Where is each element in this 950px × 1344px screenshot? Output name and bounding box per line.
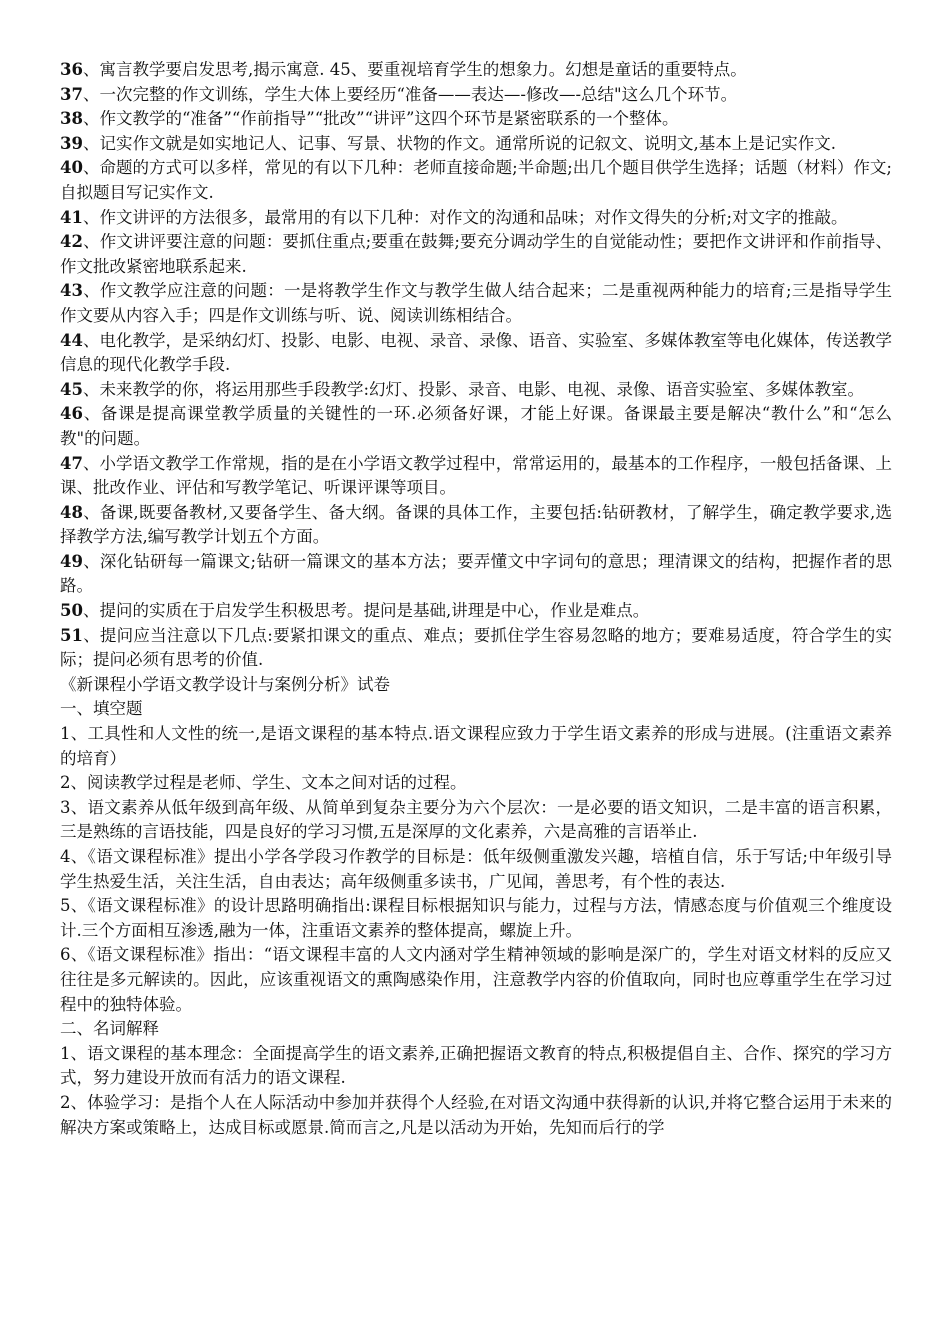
numbered-item — [60, 279, 892, 328]
item-text: 、一次完整的作文训练，学生大体上要经历“准备——表达—-修改—-总结"这么几个环节。 — [82, 84, 738, 104]
item-number: 47 — [60, 453, 83, 473]
item-number: 36 — [60, 60, 83, 79]
item-number: 38 — [60, 109, 83, 129]
item-number: 37 — [60, 84, 83, 104]
item-number: 46 — [60, 404, 83, 424]
numbered-item — [60, 501, 892, 550]
item-number: 44 — [60, 330, 83, 350]
exam-title: 《新课程小学语文教学设计与案例分析》试卷 — [60, 674, 390, 694]
item-number: 51 — [60, 625, 83, 645]
document-page — [60, 58, 892, 1140]
fill-blank-item: 2、阅读教学过程是老师、学生、文本之间对话的过程。 — [60, 773, 467, 793]
term-explanation-item: 1、语文课程的基本理念：全面提高学生的语文素养,正确把握语文教育的特点,积极提倡自主、合作、探究的学习方式，努力建设开放而有活力的语文课程. — [60, 1043, 892, 1088]
numbered-item — [60, 378, 892, 403]
item-number: 40 — [60, 158, 83, 178]
item-text: 、未来教学的你，将运用那些手段教学:幻灯、投影、录音、电影、电视、录像、语音实验室、多媒体教室。 — [82, 379, 865, 399]
item-text: 、作文教学应注意的问题：一是将教学生作文与教学生做人结合起来；二是重视两种能力的培育;三是指导学生作文要从内容入手；四是作文训练与听、说、阅读训练相结合。 — [60, 281, 892, 325]
item-text: 、作文教学的“准备”“作前指导”“批改”“讲评”这四个环节是紧密联系的一个整体。 — [82, 109, 679, 129]
numbered-item — [60, 550, 892, 599]
term-explanation-item: 2、体验学习：是指个人在人际活动中参加并获得个人经验,在对语文沟通中获得新的认识,并将它整合运用于未来的解决方案或策略上，达成目标或愿景.简而言之,凡是以活动为开始，先知而后行的学 — [60, 1092, 892, 1137]
item-text: 、作文讲评的方法很多，最常用的有以下几种：对作文的沟通和品味；对作文得失的分析;对文字的推敲。 — [82, 207, 848, 227]
item-text: 、提问的实质在于启发学生积极思考。提问是基础,讲理是中心，作业是难点。 — [82, 601, 650, 621]
item-number: 42 — [60, 232, 83, 252]
item-number: 43 — [60, 281, 83, 301]
numbered-item — [60, 230, 892, 279]
numbered-item — [60, 624, 892, 673]
item-text: 、命题的方式可以多样，常见的有以下几种：老师直接命题;半命题;出几个题目供学生选择；话题（材料）作文;自拟题目写记实作文. — [60, 158, 892, 202]
fill-blank-item: 1、工具性和人文性的统一,是语文课程的基本特点.语文课程应致力于学生语文素养的形成与进展。(注重语文素养的培育） — [60, 724, 892, 768]
fill-blank-item: 4、《语文课程标准》提出小学各学段习作教学的目标是：低年级侧重激发兴趣，培植自信，乐于写话;中年级引导学生热爱生活，关注生活，自由表达；高年级侧重多读书，广见闻，善思考，有个性的表达. — [60, 847, 892, 891]
fill-blank-item: 3、语文素养从低年级到高年级、从简单到复杂主要分为六个层次：一是必要的语文知识，二是丰富的语言积累，三是熟练的言语技能，四是良好的学习习惯,五是深厚的文化素养，六是高雅的言语举止. — [60, 797, 892, 842]
section-heading-term-explanation: 二、名词解释 — [60, 1019, 159, 1039]
item-number: 48 — [60, 502, 83, 522]
item-text: 、备课是提高课堂教学质量的关键性的一环.必须备好课，才能上好课。备课最主要是解决“教什么”和“怎么教"的问题。 — [60, 404, 892, 448]
numbered-item — [60, 83, 892, 108]
item-text: 、小学语文教学工作常规，指的是在小学语文教学过程中，常常运用的，最基本的工作程序，一般包括备课、上课、批改作业、评估和写教学笔记、听课评课等项目。 — [60, 453, 892, 498]
numbered-item — [60, 599, 892, 624]
numbered-item — [60, 402, 892, 451]
item-text: 、作文讲评要注意的问题：要抓住重点;要重在鼓舞;要充分调动学生的自觉能动性；要把作文讲评和作前指导、作文批改紧密地联系起来. — [60, 232, 892, 276]
numbered-item — [60, 156, 892, 205]
item-text: 、深化钻研每一篇课文;钻研一篇课文的基本方法；要弄懂文中字词句的意思；理清课文的结构，把握作者的思路。 — [60, 551, 892, 596]
item-text: 、备课,既要备教材,又要备学生、备大纲。备课的具体工作，主要包括:钻研教材，了解学生，确定教学要求,选择教学方法,编写教学计划五个方面。 — [60, 502, 892, 547]
item-number: 50 — [60, 601, 83, 621]
section-heading-fill-blank: 一、填空题 — [60, 699, 143, 719]
fill-blank-item: 5、《语文课程标准》的设计思路明确指出:课程目标根据知识与能力，过程与方法，情感态度与价值观三个维度设计.三个方面相互渗透,融为一体，注重语文素养的整体提高，螺旋上升。 — [60, 896, 892, 940]
item-number: 41 — [60, 207, 83, 227]
item-text: 、寓言教学要启发思考,揭示寓意. 45、要重视培育学生的想象力。幻想是童话的重要特点。 — [82, 60, 747, 79]
item-text: 、提问应当注意以下几点:要紧扣课文的重点、难点；要抓住学生容易忽略的地方；要难易适度，符合学生的实际；提问必须有思考的价值. — [60, 625, 892, 670]
item-number: 49 — [60, 551, 83, 571]
numbered-item — [60, 206, 892, 231]
fill-blank-item: 6、《语文课程标准》指出：“语文课程丰富的人文内涵对学生精神领域的影响是深广的，学生对语文材料的反应又往往是多元解读的。因此，应该重视语文的熏陶感染作用，注意教学内容的价值取向，同时也应尊重学生在学习过程中的独特体验。 — [60, 945, 892, 1014]
numbered-item — [60, 132, 892, 157]
numbered-item — [60, 452, 892, 501]
item-text: 、记实作文就是如实地记人、记事、写景、状物的作文。通常所说的记叙文、说明文,基本上是记实作文. — [82, 133, 836, 153]
numbered-list — [60, 58, 892, 673]
term-explanation-list — [60, 1042, 892, 1140]
numbered-item — [60, 107, 892, 132]
fill-blank-list — [60, 722, 892, 1017]
numbered-item — [60, 58, 892, 83]
item-number: 45 — [60, 379, 83, 399]
item-text: 、电化教学，是采纳幻灯、投影、电影、电视、录音、录像、语音、实验室、多媒体教室等电化媒体，传送教学信息的现代化教学手段. — [60, 330, 892, 375]
numbered-item — [60, 329, 892, 378]
item-number: 39 — [60, 133, 83, 153]
